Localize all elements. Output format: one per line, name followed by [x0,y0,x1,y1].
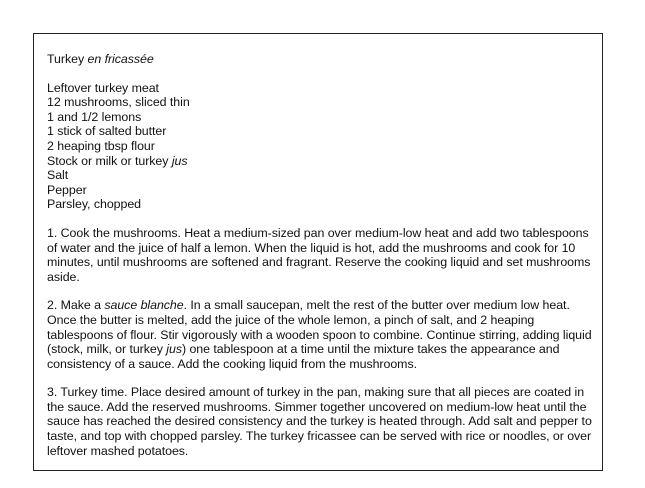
step-2-jus: jus [166,342,182,357]
ingredient-item-stock [47,154,595,169]
step-2-part-3: ) one tablespoon at a time until the mixture takes the appearance and consistency of a sauce. Add the cooking liquid from the mushrooms. [47,342,560,371]
ingredient-item: 1 stick of salted butter [47,124,167,139]
recipe-title-italic: en fricassée [87,52,154,66]
ingredient-item: Salt [47,168,69,183]
step-2 [47,298,595,371]
ingredient-stock-jus: jus [171,153,188,168]
ingredient-item: Pepper [47,182,87,197]
recipe-card [33,33,603,471]
step-3: 3. Turkey time. Place desired amount of turkey in the pan, making sure that all pieces are coated in the sauce. Add the reserved mushrooms. Simmer together uncovered on medium-low heat until the sauce has reached the desired consistency and the turkey is heated through. Add salt and pepper to taste, and top with chopped parsley. The turkey fricassee can be served with rice or noodles, or over leftover mashed potatoes. [47,385,592,458]
step-2-sauce-blanche: sauce blanche [104,298,184,313]
ingredient-item: 1 and 1/2 lemons [47,109,142,124]
ingredient-item: Parsley, chopped [47,197,142,212]
recipe-title-prefix: Turkey [47,52,88,66]
step-2-part-2: . In a small saucepan, melt the rest of the butter over medium low heat. Once the butter is melted, add the juice of the whole lemon, a pinch of salt, and 2 heaping tablespoons of flour. Stir vigorously with a wooden spoon to combine. Continue stirring, adding liquid (stock, milk, or turkey [47,298,592,357]
ingredient-item: Leftover turkey meat [47,80,159,95]
ingredient-item: 2 heaping tbsp flour [47,138,155,153]
step-1: 1. Cook the mushrooms. Heat a medium-sized pan over medium-low heat and add two tablespoons of water and the juice of half a lemon. When the liquid is hot, add the mushrooms and cook for 10 minutes, until mushrooms are softened and fragrant. Reserve the cooking liquid and set mushrooms aside. [47,225,591,284]
ingredient-item: 12 mushrooms, sliced thin [47,95,190,110]
recipe-content [47,52,595,458]
recipe-title [47,52,595,67]
step-2-part-1: 2. Make a [47,298,105,313]
ingredient-list [47,81,595,212]
ingredient-stock-text: Stock or milk or turkey [47,153,172,168]
